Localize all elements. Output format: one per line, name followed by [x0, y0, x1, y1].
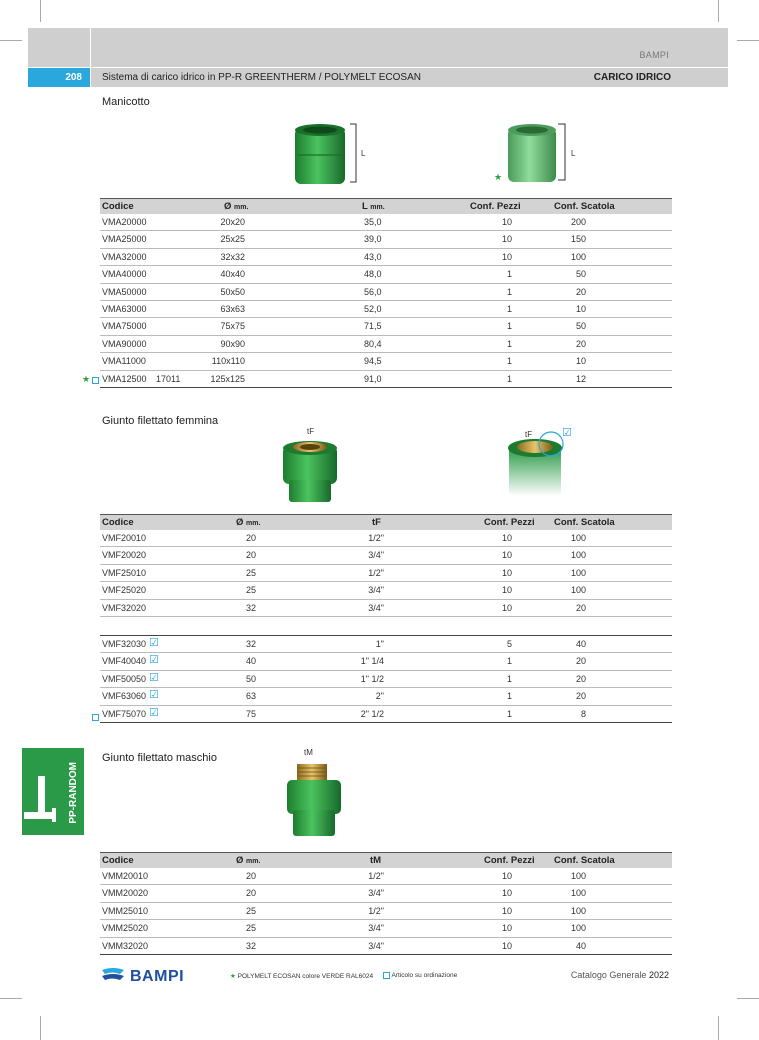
cell-code: VMF63060: [102, 691, 147, 702]
cell-pieces: 10: [501, 923, 512, 934]
table-row: [100, 371, 672, 388]
cell-code: VMM25020: [102, 923, 149, 934]
col-diameter: Ø mm.: [236, 855, 261, 866]
table-row: [100, 565, 672, 582]
cell-length: 35,0: [364, 217, 382, 227]
table-row: [100, 249, 672, 266]
square-outline-icon: [92, 714, 99, 721]
cell-thread: 1": [375, 639, 384, 649]
cell-box: 100: [570, 905, 586, 916]
cell-diameter: 90x90: [220, 338, 245, 349]
table-row: [100, 353, 672, 370]
thread-label: tM: [304, 748, 313, 757]
female-adapter-image: [275, 428, 345, 508]
cell-pieces: 1: [506, 708, 512, 719]
cell-diameter: 40: [245, 656, 256, 667]
col-thread: tM: [370, 855, 382, 866]
checkbox-checked-icon: ☑: [149, 706, 159, 719]
cell-pieces: 10: [501, 585, 512, 596]
table-row: [100, 318, 672, 335]
cell-thread: 3/4": [368, 923, 384, 934]
crop-mark: [718, 1016, 719, 1040]
crop-mark: [737, 40, 759, 41]
table-row: [100, 688, 672, 705]
table-manicotto: [100, 198, 672, 388]
cell-diameter: 20: [245, 871, 256, 881]
cell-code: VMA63000: [102, 303, 147, 314]
cell-diameter: 25: [245, 923, 256, 934]
section-title-femmina: Giunto filettato femmina: [102, 415, 219, 427]
cell-box: 20: [575, 286, 586, 297]
cell-code: VMF20020: [102, 550, 147, 561]
cell-pieces: 10: [501, 940, 512, 951]
section-title-manicotto: Manicotto: [102, 96, 150, 108]
header-brand: BAMPI: [639, 50, 669, 60]
cell-diameter: 63x63: [220, 303, 245, 314]
table-row: [100, 885, 672, 902]
cell-pieces: 10: [501, 602, 512, 613]
cell-code: VMA11000: [102, 356, 146, 367]
cell-pieces: 5: [506, 639, 512, 649]
cell-code: VMA90000: [102, 338, 147, 349]
cell-box: 20: [575, 602, 586, 613]
cell-code: VMF50050: [102, 673, 147, 684]
cell-thread: 3/4": [368, 940, 384, 951]
crop-mark: [737, 998, 759, 999]
page-number: 208: [28, 68, 90, 87]
cell-diameter: 25: [245, 585, 256, 596]
cell-diameter: 63: [245, 691, 256, 702]
table-row: [100, 671, 672, 688]
table-maschio: [100, 852, 672, 955]
cell-diameter: 25x25: [220, 234, 245, 245]
cell-box: 200: [570, 217, 586, 227]
star-icon: ★: [82, 374, 91, 384]
cell-thread: 3/4": [368, 888, 384, 899]
cell-pieces: 10: [501, 217, 512, 227]
bampi-logo-icon: [100, 966, 126, 984]
cell-thread: 2": [375, 691, 384, 702]
col-code: Codice: [102, 855, 134, 866]
table-row: [100, 920, 672, 937]
cell-length: 39,0: [364, 234, 382, 245]
cell-length: 91,0: [364, 373, 382, 384]
cell-thread: 1" 1/4: [360, 656, 384, 667]
cell-diameter: 50x50: [220, 286, 245, 297]
col-thread: tF: [372, 517, 381, 528]
footer-brand: BAMPI: [130, 968, 185, 985]
checkbox-checked-icon: ☑: [149, 689, 159, 702]
cell-diameter: 20: [245, 888, 256, 899]
cell-diameter: 25: [245, 567, 256, 578]
cell-pieces: 10: [501, 234, 512, 245]
crop-mark: [718, 0, 719, 22]
cell-length: 71,5: [364, 321, 382, 332]
table-row: [100, 636, 672, 653]
crop-mark: [40, 1016, 41, 1040]
cell-diameter: 110x110: [211, 356, 245, 367]
male-adapter-image: [279, 758, 349, 843]
cell-box: 20: [575, 673, 586, 684]
cell-code: VMM25010: [102, 905, 149, 916]
cell-pieces: 1: [506, 321, 512, 332]
cell-code: VMM20010: [102, 871, 149, 881]
cell-pieces: 10: [501, 888, 512, 899]
table-row: [100, 547, 672, 564]
cell-box: 20: [575, 338, 586, 349]
thread-label: tF: [525, 430, 533, 439]
cell-diameter: 32: [245, 940, 256, 951]
col-pieces: Conf. Pezzi: [484, 855, 535, 866]
cell-diameter: 32: [245, 639, 256, 649]
cell-length: 56,0: [364, 286, 382, 297]
cell-code: VMM32020: [102, 940, 149, 951]
coupling-image: [285, 120, 380, 190]
cell-length: 80,4: [364, 338, 382, 349]
col-box: Conf. Scatola: [554, 855, 615, 866]
star-icon: ★: [230, 973, 236, 980]
square-outline-icon: [383, 972, 390, 979]
cell-box: 100: [570, 888, 586, 899]
cell-code: VMA32000: [102, 251, 147, 262]
dimension-label: L: [571, 149, 576, 158]
table-row: [100, 653, 672, 670]
header-divider: [90, 28, 91, 87]
cell-box: 50: [575, 321, 586, 332]
checkbox-checked-icon: ☑: [149, 671, 159, 684]
star-icon: ★: [494, 172, 503, 182]
table-header: [100, 198, 672, 214]
footer-catalog: Catalogo Generale 2022: [570, 970, 669, 980]
table-row: [100, 582, 672, 599]
pipe-tee-icon: [24, 768, 68, 828]
cell-box: 100: [570, 533, 586, 543]
cell-code: VMF32020: [102, 602, 147, 613]
crop-mark: [40, 0, 41, 22]
cell-diameter: 75x75: [220, 321, 245, 332]
cell-code: VMF75070: [102, 708, 147, 719]
table-row: [100, 231, 672, 248]
table-header: [100, 852, 672, 868]
col-pieces: Conf. Pezzi: [470, 201, 521, 212]
cell-thread: 2" 1/2: [360, 708, 384, 719]
cell-thread: 3/4": [368, 602, 384, 613]
cell-pieces: 10: [501, 251, 512, 262]
cell-box: 8: [580, 708, 586, 719]
col-pieces: Conf. Pezzi: [484, 517, 535, 528]
cell-code: VMF25020: [102, 585, 147, 596]
col-box: Conf. Scatola: [554, 517, 615, 528]
cell-pieces: 10: [501, 533, 512, 543]
cell-code-alt: 17011: [156, 373, 181, 384]
table-row: [100, 868, 672, 885]
col-diameter: Ø mm.: [236, 517, 261, 528]
cell-pieces: 1: [506, 691, 512, 702]
cell-code: VMA12500: [102, 373, 147, 384]
footer-note-green: ★ POLYMELT ECOSAN colore VERDE RAL6024: [230, 973, 374, 980]
thread-label: tF: [307, 427, 315, 436]
cell-code: VMF32030: [102, 639, 147, 649]
cell-pieces: 1: [506, 269, 512, 280]
cell-diameter: 32x32: [220, 251, 245, 262]
checkbox-checked-icon: ☑: [149, 654, 159, 667]
cell-box: 10: [575, 356, 586, 367]
cell-box: 10: [575, 303, 586, 314]
square-outline-icon: [92, 377, 99, 384]
cell-box: 150: [570, 234, 586, 245]
footer-note-order: Articolo su ordinazione: [383, 972, 457, 979]
table-row: [100, 266, 672, 283]
cell-pieces: 10: [501, 550, 512, 561]
cell-box: 100: [570, 923, 586, 934]
cell-code: VMA50000: [102, 286, 147, 297]
cell-diameter: 50: [245, 673, 256, 684]
crop-mark: [0, 998, 22, 999]
section-title-maschio: Giunto filettato maschio: [102, 752, 217, 764]
header-category: CARICO IDRICO: [593, 72, 671, 83]
cell-code: VMA40000: [102, 269, 147, 280]
cell-thread: 1" 1/2: [360, 673, 384, 684]
col-length: L mm.: [362, 201, 385, 212]
cell-thread: 3/4": [368, 550, 384, 561]
cell-pieces: 1: [506, 303, 512, 314]
table-row: [100, 530, 672, 547]
cell-code: VMF40040: [102, 656, 147, 667]
cell-diameter: 75: [245, 708, 256, 719]
table-row: [100, 336, 672, 353]
cell-pieces: 1: [506, 656, 512, 667]
cell-diameter: 32: [245, 602, 256, 613]
table-row: [100, 301, 672, 318]
cell-box: 20: [575, 656, 586, 667]
cell-pieces: 1: [506, 356, 512, 367]
checkbox-checked-icon: ☑: [562, 427, 572, 439]
cell-code: VMA20000: [102, 217, 147, 227]
col-code: Codice: [102, 517, 134, 528]
cell-code: VMA25000: [102, 234, 147, 245]
header-title: Sistema di carico idrico in PP-R GREENTHERM / POLYMELT ECOSAN: [102, 72, 421, 83]
cell-box: 40: [575, 940, 586, 951]
cell-pieces: 1: [506, 373, 512, 384]
cell-diameter: 40x40: [220, 269, 245, 280]
table-row: [100, 903, 672, 920]
cell-box: 100: [570, 871, 586, 881]
cell-pieces: 1: [506, 286, 512, 297]
cell-box: 20: [575, 691, 586, 702]
cell-pieces: 1: [506, 338, 512, 349]
cell-box: 100: [570, 251, 586, 262]
cell-length: 48,0: [364, 269, 382, 280]
cell-pieces: 10: [501, 871, 512, 881]
col-box: Conf. Scatola: [554, 201, 615, 212]
cell-pieces: 10: [501, 905, 512, 916]
table-femmina-b: [100, 635, 672, 723]
cell-thread: 3/4": [368, 585, 384, 596]
cell-code: VMA75000: [102, 321, 147, 332]
cell-length: 52,0: [364, 303, 382, 314]
cell-box: 12: [575, 373, 586, 384]
table-row: [100, 938, 672, 955]
table-header: [100, 514, 672, 530]
cell-code: VMF25010: [102, 567, 147, 578]
table-row: [100, 214, 672, 231]
crop-mark: [0, 40, 22, 41]
cell-diameter: 20: [245, 550, 256, 561]
cell-length: 43,0: [364, 251, 382, 262]
table-femmina-a: [100, 514, 672, 617]
cell-box: 40: [575, 639, 586, 649]
cell-box: 50: [575, 269, 586, 280]
cell-diameter: 20: [245, 533, 256, 543]
cell-box: 100: [570, 585, 586, 596]
col-diameter: Ø mm.: [224, 201, 249, 212]
cell-thread: 1/2": [368, 533, 384, 543]
dimension-label: L: [361, 149, 366, 158]
cell-length: 94,5: [364, 356, 382, 367]
cell-pieces: 1: [506, 673, 512, 684]
cell-thread: 1/2": [368, 567, 384, 578]
table-row: [100, 600, 672, 617]
col-code: Codice: [102, 201, 134, 212]
cell-diameter: 25: [245, 905, 256, 916]
checkbox-checked-icon: ☑: [149, 637, 159, 649]
cell-thread: 1/2": [368, 905, 384, 916]
cell-diameter: 20x20: [220, 217, 245, 227]
cell-code: VMM20020: [102, 888, 149, 899]
side-tab-label: PP-RANDOM: [68, 762, 79, 824]
cell-box: 100: [570, 567, 586, 578]
table-row: [100, 706, 672, 723]
table-row: [100, 284, 672, 301]
cell-pieces: 10: [501, 567, 512, 578]
cell-diameter: 125x125: [210, 373, 245, 384]
cell-code: VMF20010: [102, 533, 147, 543]
cell-box: 100: [570, 550, 586, 561]
cell-thread: 1/2": [368, 871, 384, 881]
